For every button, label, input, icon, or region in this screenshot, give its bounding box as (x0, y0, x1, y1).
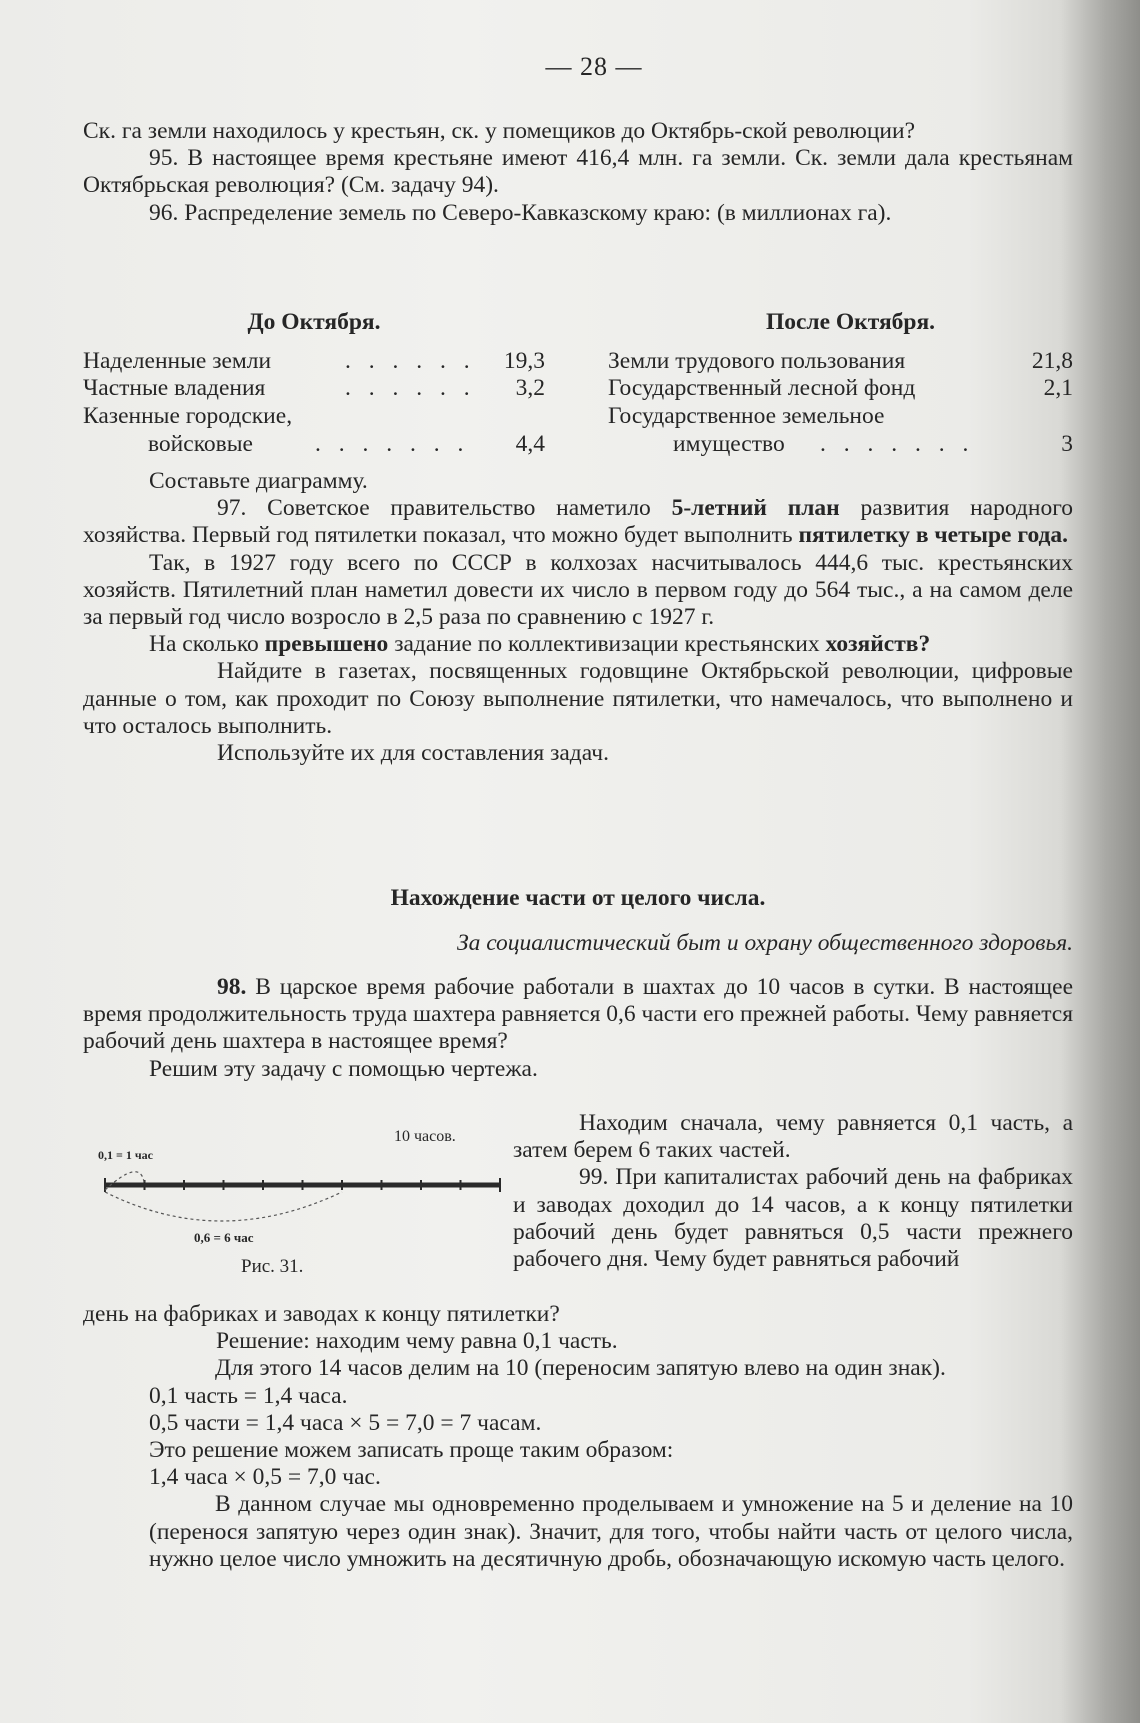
figure-31 (90, 1120, 510, 1290)
newspaper-task: Найдите в газетах, посвященных годовщине Октябрьской революции, цифровые данные о том, как проходит по Союзу выполнение пятилетки, что намечалось, что выполнено и что осталось выполнить. (83, 658, 1073, 739)
six-tenths-arc (105, 1192, 342, 1221)
problem-99-continuation: день на фабриках и заводах к концу пятилетки? (83, 1301, 560, 1327)
table-row: войсковые . . . . . . . 4,4 (148, 430, 545, 457)
figure-left-label: 0,1 = 1 час (98, 1148, 153, 1162)
table-row: Государственное земельное (608, 403, 885, 430)
newspaper-task-2: Используйте их для составления задач. (217, 740, 609, 767)
figure-explanation: Находим сначала, чему равняется 0,1 часть, а затем берем 6 таких частей. (513, 1110, 1073, 1164)
problem-96-number: 96. (149, 199, 179, 226)
top-text-block (83, 118, 1073, 227)
figure-caption: Рис. 31. (241, 1256, 304, 1277)
problem-97-question: На сколько превышено задание по коллективизации крестьянских хозяйств? (149, 631, 931, 658)
before-october-header: До Октября. (247, 309, 381, 335)
drawing-intro: Решим эту задачу с помощью чертежа. (149, 1055, 538, 1082)
figure-side-text (513, 1110, 1073, 1273)
table-row: Государственный лесной фонд 2,1 (608, 375, 1073, 402)
section-title: Нахождение части от целого числа. (390, 885, 766, 911)
problem-98: 98. В царское время рабочие работали в шахтах до 10 часов в сутки. В настоящее время продолжительность труда шахтера равняется 0,6 части его прежней работы. Чему равняется рабочий день шахтера в настоящее время? (83, 974, 1074, 1055)
problem-95-text: В настоящее время крестьяне имеют 416,4 млн. га земли. Ск. земли дала крестьянам Октябрьская революция? (См. задачу 94). (83, 145, 1074, 199)
figure-bottom-label: 0,6 = 6 час (194, 1230, 254, 1245)
problem-96 (83, 200, 1073, 227)
land-distribution-table (83, 309, 1073, 469)
solution-block (83, 1301, 1073, 1573)
problem-99: 99. При капиталистах рабочий день на фабриках и заводах доходил до 14 часов, а к концу пятилетки рабочий день будет равняться 0,5 части прежнего рабочего дня. Чему будет равняться рабочий (513, 1164, 1074, 1273)
make-diagram-line: Составьте диаграмму. (149, 468, 368, 494)
solution-step-4: 0,5 части = 1,4 часа × 5 = 7,0 = 7 часам. (149, 1409, 542, 1436)
after-october-header: После Октября. (765, 309, 936, 335)
solution-conclusion: В данном случае мы одновременно проделываем и умножение на 5 и деление на 10 (перенося запятую через один знак). Значит, для того, чтобы найти часть от целого числа, нужно целое число умножить на десятичную дробь, обозначающую искомую часть целого. (149, 1491, 1073, 1572)
table-row: имущество . . . . . . . 3 (673, 430, 1073, 457)
solution-step-5: Это решение можем записать проще таким образом: (149, 1437, 674, 1464)
solution-step-1: Решение: находим чему равна 0,1 часть. (216, 1328, 618, 1355)
solution-step-2: Для этого 14 часов делим на 10 (переносим запятую влево на один знак). (215, 1355, 946, 1382)
section-epigraph: За социалистический быт и охрану общественного здоровья. (456, 930, 1073, 956)
problem-97-para2: Так, в 1927 году всего по СССР в колхозах насчитывалось 444,6 тыс. крестьянских хозяйств. Пятилетний план наметил довести их число в первом году до 564 тыс., а на самом деле за первый год число возросло в 2,5 раза по сравнению с 1927 г. (83, 549, 1073, 631)
before-october-column (83, 309, 545, 458)
problem-96-text: Распределение земель по Северо-Кавказскому краю: (в миллионах га). (184, 199, 892, 226)
table-row: Казенные городские, (83, 403, 293, 430)
solution-step-3: 0,1 часть = 1,4 часа. (149, 1382, 348, 1409)
table-row: Частные владения . . . . . . 3,2 (83, 375, 545, 402)
table-row: Наделенные земли . . . . . . 19,3 (83, 347, 545, 374)
problem-97-block (83, 468, 1073, 767)
solution-step-6: 1,4 часа × 0,5 = 7,0 час. (149, 1464, 381, 1491)
problem-95 (83, 145, 1073, 199)
problem-97: 97. Советское правительство наметило 5-летний план развития народного хозяйства. Первый год пятилетки показал, что можно будет выполнить пятилетку в четыре года. (83, 495, 1073, 549)
table-row: Земли трудового пользования 21,8 (608, 347, 1073, 374)
page-number: — 28 — (545, 52, 643, 81)
problem-98-block (83, 974, 1073, 1083)
intro-question: Ск. га земли находилось у крестьян, ск. у помещиков до Октябрь-ской революции? (83, 118, 916, 144)
problem-95-number: 95. (149, 145, 179, 172)
after-october-column (608, 309, 1073, 458)
figure-top-label: 10 часов. (394, 1128, 456, 1145)
